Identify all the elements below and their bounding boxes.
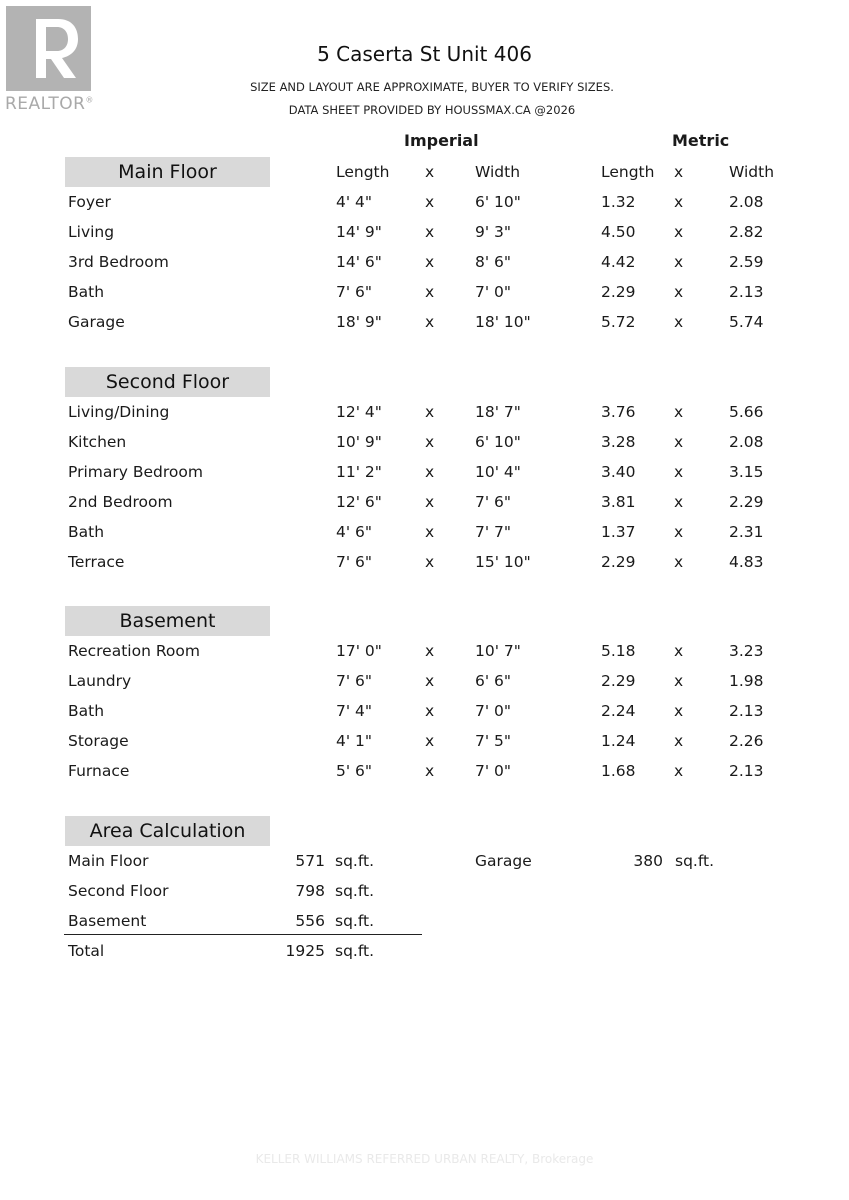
room-row — [0, 696, 849, 726]
times-sign: x — [425, 403, 435, 421]
imperial-width: 7' 0" — [475, 283, 512, 301]
imperial-width: 15' 10" — [475, 553, 531, 571]
metric-width: 2.31 — [729, 523, 764, 541]
times-sign: x — [674, 732, 684, 750]
metric-width: 2.13 — [729, 283, 764, 301]
metric-length: 2.24 — [601, 702, 636, 720]
times-sign: x — [674, 253, 684, 271]
imperial-header: Imperial — [404, 131, 479, 150]
section-header-second-floor: Second Floor — [65, 367, 270, 397]
metric-length: 2.29 — [601, 283, 636, 301]
metric-length: 1.32 — [601, 193, 636, 211]
room-name: Storage — [68, 732, 129, 750]
metric-length-header: Length — [601, 163, 655, 181]
room-row — [0, 217, 849, 247]
imperial-length: 7' 6" — [336, 283, 373, 301]
times-sign: x — [425, 672, 435, 690]
garage-unit: sq.ft. — [675, 852, 715, 870]
metric-width: 2.82 — [729, 223, 764, 241]
area-value: 571 — [295, 852, 325, 870]
room-name: Living — [68, 223, 115, 241]
times-sign: x — [425, 463, 435, 481]
times-sign: x — [425, 223, 435, 241]
times-sign: x — [674, 403, 684, 421]
area-row-basement — [0, 906, 849, 936]
area-label: Main Floor — [68, 852, 149, 870]
imperial-width: 6' 6" — [475, 672, 512, 690]
area-unit: sq.ft. — [335, 912, 375, 930]
times-sign: x — [425, 493, 435, 511]
metric-width: 2.13 — [729, 762, 764, 780]
room-row — [0, 277, 849, 307]
metric-x-header: x — [674, 163, 684, 181]
times-sign: x — [425, 702, 435, 720]
imperial-length: 18' 9" — [336, 313, 382, 331]
imperial-width: 7' 5" — [475, 732, 512, 750]
metric-length: 1.37 — [601, 523, 636, 541]
imperial-width: 18' 7" — [475, 403, 521, 421]
metric-width: 2.08 — [729, 193, 764, 211]
imperial-width: 6' 10" — [475, 433, 521, 451]
room-row — [0, 427, 849, 457]
times-sign: x — [674, 283, 684, 301]
times-sign: x — [674, 433, 684, 451]
metric-length: 2.29 — [601, 553, 636, 571]
metric-length: 3.81 — [601, 493, 636, 511]
metric-width: 5.66 — [729, 403, 764, 421]
area-value: 798 — [295, 882, 325, 900]
imperial-x-header: x — [425, 163, 435, 181]
imperial-width: 10' 4" — [475, 463, 521, 481]
times-sign: x — [425, 523, 435, 541]
section-header-main-floor: Main Floor — [65, 157, 270, 187]
imperial-length: 14' 9" — [336, 223, 382, 241]
metric-width: 5.74 — [729, 313, 764, 331]
room-row — [0, 666, 849, 696]
imperial-width: 7' 6" — [475, 493, 512, 511]
area-value: 556 — [295, 912, 325, 930]
room-name: Foyer — [68, 193, 111, 211]
imperial-width: 8' 6" — [475, 253, 512, 271]
metric-width: 2.59 — [729, 253, 764, 271]
room-name: Furnace — [68, 762, 130, 780]
imperial-width: 9' 3" — [475, 223, 512, 241]
room-row — [0, 307, 849, 337]
times-sign: x — [674, 702, 684, 720]
times-sign: x — [674, 553, 684, 571]
metric-length: 5.18 — [601, 642, 636, 660]
imperial-length: 5' 6" — [336, 762, 373, 780]
imperial-width-header: Width — [475, 163, 521, 181]
total-divider — [64, 934, 422, 935]
times-sign: x — [425, 642, 435, 660]
times-sign: x — [425, 253, 435, 271]
times-sign: x — [425, 313, 435, 331]
metric-length: 4.50 — [601, 223, 636, 241]
room-name: Bath — [68, 702, 105, 720]
imperial-length: 7' 4" — [336, 702, 373, 720]
area-label: Second Floor — [68, 882, 169, 900]
total-label: Total — [68, 942, 105, 960]
room-name: 2nd Bedroom — [68, 493, 173, 511]
room-name: Garage — [68, 313, 125, 331]
imperial-length: 4' 6" — [336, 523, 373, 541]
room-row — [0, 397, 849, 427]
imperial-length: 12' 4" — [336, 403, 382, 421]
metric-width-header: Width — [729, 163, 775, 181]
total-value: 1925 — [285, 942, 325, 960]
room-row — [0, 517, 849, 547]
provider-text: DATA SHEET PROVIDED BY HOUSSMAX.CA @2026 — [288, 103, 576, 117]
metric-length: 5.72 — [601, 313, 636, 331]
times-sign: x — [425, 762, 435, 780]
imperial-width: 6' 10" — [475, 193, 521, 211]
metric-length: 3.40 — [601, 463, 636, 481]
metric-width: 1.98 — [729, 672, 764, 690]
times-sign: x — [674, 223, 684, 241]
room-row — [0, 547, 849, 577]
section-header-area: Area Calculation — [65, 816, 270, 846]
room-name: 3rd Bedroom — [68, 253, 169, 271]
room-row — [0, 636, 849, 666]
room-name: Bath — [68, 283, 105, 301]
imperial-length: 7' 6" — [336, 553, 373, 571]
times-sign: x — [425, 433, 435, 451]
imperial-length: 4' 4" — [336, 193, 373, 211]
realtor-wordmark: REALTOR® — [5, 94, 94, 114]
area-unit: sq.ft. — [335, 852, 375, 870]
imperial-length-header: Length — [336, 163, 390, 181]
metric-length: 2.29 — [601, 672, 636, 690]
area-unit: sq.ft. — [335, 882, 375, 900]
room-name: Bath — [68, 523, 105, 541]
room-row — [0, 726, 849, 756]
imperial-length: 7' 6" — [336, 672, 373, 690]
room-name: Recreation Room — [68, 642, 200, 660]
room-name: Primary Bedroom — [68, 463, 203, 481]
garage-value: 380 — [633, 852, 663, 870]
disclaimer-text: SIZE AND LAYOUT ARE APPROXIMATE, BUYER TO VERIFY SIZES. — [250, 80, 614, 94]
metric-width: 4.83 — [729, 553, 764, 571]
room-row — [0, 756, 849, 786]
room-row — [0, 187, 849, 217]
imperial-length: 12' 6" — [336, 493, 382, 511]
area-row-total — [0, 936, 849, 966]
imperial-length: 17' 0" — [336, 642, 382, 660]
room-name: Terrace — [68, 553, 125, 571]
times-sign: x — [425, 283, 435, 301]
imperial-width: 10' 7" — [475, 642, 521, 660]
metric-length: 4.42 — [601, 253, 636, 271]
metric-width: 2.08 — [729, 433, 764, 451]
metric-width: 2.26 — [729, 732, 764, 750]
imperial-width: 7' 0" — [475, 762, 512, 780]
column-header-row — [0, 157, 849, 187]
imperial-length: 14' 6" — [336, 253, 382, 271]
metric-header: Metric — [672, 131, 730, 150]
times-sign: x — [674, 313, 684, 331]
area-row-main-floor — [0, 846, 849, 876]
times-sign: x — [674, 672, 684, 690]
times-sign: x — [674, 642, 684, 660]
times-sign: x — [674, 523, 684, 541]
times-sign: x — [674, 463, 684, 481]
room-row — [0, 487, 849, 517]
times-sign: x — [425, 553, 435, 571]
times-sign: x — [425, 732, 435, 750]
imperial-length: 4' 1" — [336, 732, 373, 750]
metric-width: 2.13 — [729, 702, 764, 720]
metric-length: 3.76 — [601, 403, 636, 421]
metric-length: 1.68 — [601, 762, 636, 780]
brokerage-watermark: KELLER WILLIAMS REFERRED URBAN REALTY, Brokerage — [255, 1152, 594, 1166]
area-label: Basement — [68, 912, 147, 930]
room-row — [0, 247, 849, 277]
imperial-length: 11' 2" — [336, 463, 382, 481]
metric-length: 3.28 — [601, 433, 636, 451]
room-name: Living/Dining — [68, 403, 170, 421]
imperial-length: 10' 9" — [336, 433, 382, 451]
imperial-width: 7' 7" — [475, 523, 512, 541]
times-sign: x — [674, 193, 684, 211]
total-unit: sq.ft. — [335, 942, 375, 960]
garage-label: Garage — [475, 852, 532, 870]
metric-width: 3.23 — [729, 642, 764, 660]
metric-width: 2.29 — [729, 493, 764, 511]
room-name: Kitchen — [68, 433, 127, 451]
page-title: 5 Caserta St Unit 406 — [317, 42, 532, 66]
section-header-basement: Basement — [65, 606, 270, 636]
times-sign: x — [425, 193, 435, 211]
imperial-width: 7' 0" — [475, 702, 512, 720]
times-sign: x — [674, 493, 684, 511]
room-name: Laundry — [68, 672, 132, 690]
imperial-width: 18' 10" — [475, 313, 531, 331]
area-row-second-floor — [0, 876, 849, 906]
metric-width: 3.15 — [729, 463, 764, 481]
times-sign: x — [674, 762, 684, 780]
room-row — [0, 457, 849, 487]
metric-length: 1.24 — [601, 732, 636, 750]
